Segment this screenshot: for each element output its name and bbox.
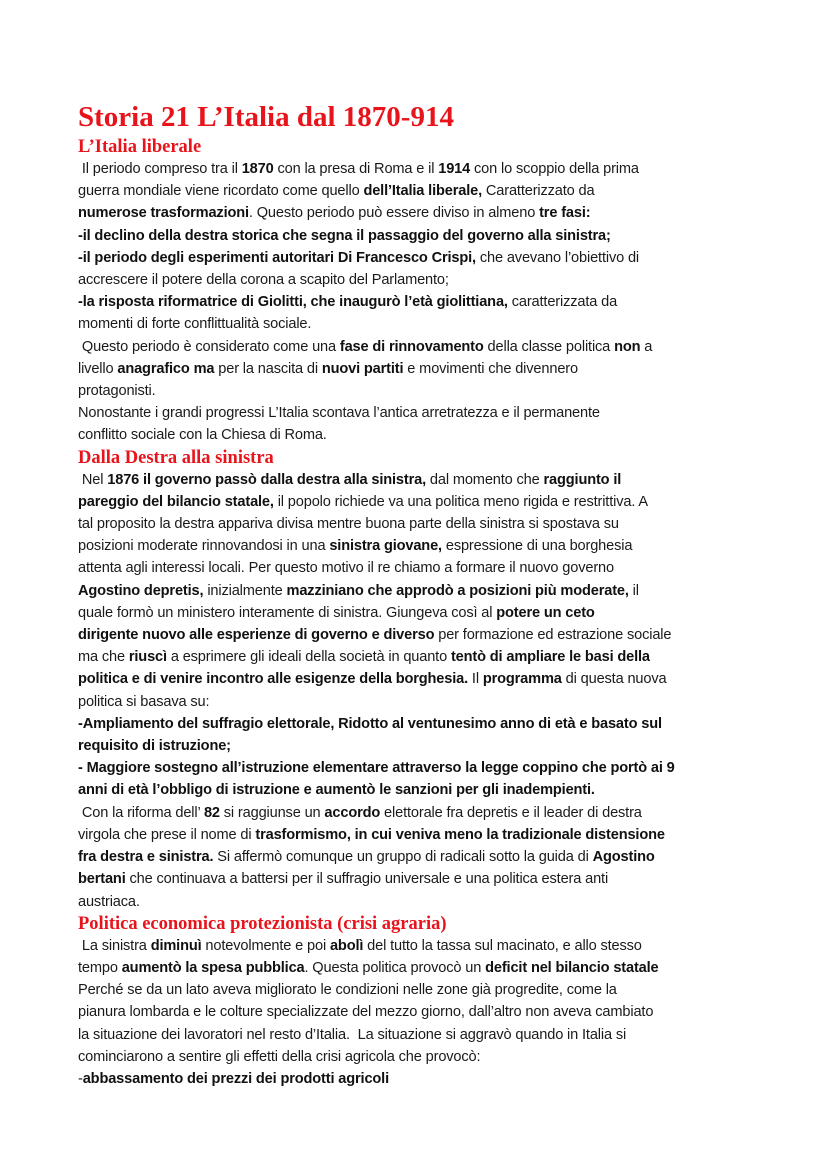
bold-text: 1876 il governo passò dalla destra alla sinistra, — [107, 471, 426, 488]
text-run: con lo scoppio della prima — [470, 161, 639, 177]
section-heading: L’Italia liberale — [78, 137, 202, 157]
text-line — [78, 380, 778, 402]
text-run: Perché se da un lato aveva migliorato le condizioni nelle zone già progredite, come la — [78, 982, 617, 999]
text-run: ma che — [78, 649, 129, 666]
text-line — [78, 358, 778, 380]
bold-text: non — [614, 338, 641, 355]
text-line — [78, 402, 778, 424]
text-run: a — [640, 338, 653, 355]
text-line — [78, 557, 778, 579]
text-line — [78, 646, 778, 668]
text-run: inizialmente — [203, 582, 287, 599]
bold-text: 82 — [203, 804, 220, 821]
bold-text: fra destra e sinistra. — [78, 849, 214, 866]
text-run: per la nascita di — [214, 360, 322, 377]
bold-text: fase di rinnovamento — [339, 338, 484, 355]
text-run: Nonostante i grandi progressi L’Italia scontava l’antica arretratezza e il permanente — [78, 405, 600, 422]
text-line — [78, 424, 778, 446]
bold-text: sinistra giovane, — [329, 538, 442, 555]
bold-text: abolì — [329, 937, 364, 954]
text-line — [78, 979, 778, 1001]
text-run: espressione di una borghesia — [441, 538, 633, 555]
bold-text: requisito di istruzione; — [78, 738, 231, 755]
text-run: Si affermò comunque un gruppo di radicali sotto la guida di — [213, 849, 593, 866]
text-run: Il periodo compreso tra il — [78, 161, 242, 177]
bold-text: politica e di venire incontro alle esigenze della borghesia. — [78, 671, 469, 688]
document-page — [78, 100, 778, 1090]
text-run: che continuava a battersi per il suffragio universale e una politica estera anti — [125, 871, 609, 888]
text-run: che avevano l’obiettivo di — [475, 249, 640, 266]
text-run: attenta agli interessi locali. Per questo motivo il re chiamo a formare il nuovo governo — [78, 560, 614, 577]
text-run: a esprimere gli ideali della società in quanto — [166, 649, 451, 666]
bold-text: -il declino della destra storica che segna il passaggio del governo alla sinistra; — [78, 227, 611, 244]
text-run: accrescere il potere della corona a scapito del Parlamento; — [78, 272, 449, 289]
text-run: della classe politica — [483, 338, 615, 355]
text-run: del tutto la tassa sul macinato, e allo stesso — [363, 937, 642, 954]
bold-text: - Maggiore sostegno all’istruzione elementare attraverso la legge coppino che portò ai 9 — [78, 760, 675, 777]
text-run: . Questo periodo può essere diviso in almeno — [248, 205, 540, 222]
text-line — [78, 602, 778, 624]
text-run: Il — [468, 671, 483, 688]
document-body — [78, 136, 778, 1090]
text-line — [78, 757, 778, 779]
text-run: virgola che prese il nome di — [78, 826, 256, 843]
text-line — [78, 291, 778, 313]
bold-text: Agostino depretis, — [78, 582, 204, 599]
text-run: il — [628, 582, 639, 599]
text-line — [78, 313, 778, 335]
bold-text: -il periodo degli esperimenti autoritari Di Francesco Crispi, — [78, 249, 476, 266]
text-run: Nel — [78, 471, 108, 488]
text-run: cominciarono a sentire gli effetti della crisi agricola che provocò: — [78, 1048, 481, 1065]
text-run: e movimenti che divennero — [403, 360, 578, 377]
text-line — [78, 624, 778, 646]
bold-text: Agostino — [592, 849, 655, 866]
text-run: per formazione ed estrazione sociale — [434, 627, 672, 644]
text-line — [78, 891, 778, 913]
text-line — [78, 802, 778, 824]
text-run: pianura lombarda e le colture specializzate del mezzo giorno, dall’altro non aveva cambiato — [78, 1004, 654, 1021]
text-line — [78, 491, 778, 513]
bold-text: 1914 — [438, 161, 471, 177]
text-run: dal momento che — [426, 471, 544, 488]
bold-text: bertani — [78, 871, 126, 888]
text-run: conflitto sociale con la Chiesa di Roma. — [78, 427, 327, 444]
bold-text: anagrafico ma — [117, 360, 215, 377]
bold-text: nuovi partiti — [321, 360, 404, 377]
bold-text: mazziniano che approdò a posizioni più moderate, — [286, 582, 629, 599]
text-line — [78, 580, 778, 602]
text-run: politica si basava su: — [78, 693, 210, 710]
bold-text: programma — [482, 671, 562, 688]
text-run: caratterizzata da — [507, 294, 618, 311]
text-line — [78, 691, 778, 713]
text-line — [78, 824, 778, 846]
text-run: austriaca. — [78, 893, 140, 910]
bold-text: dirigente nuovo alle esperienze di governo e diverso — [78, 627, 435, 644]
text-run: tempo — [78, 959, 122, 976]
text-run: - — [78, 1070, 83, 1087]
text-line — [78, 846, 778, 868]
text-line — [78, 713, 778, 735]
bold-text: anni di età l’obbligo di istruzione e aumentò le sanzioni per gli inadempienti. — [78, 782, 595, 799]
text-line — [78, 469, 778, 491]
text-run: . Questa politica provocò un — [304, 959, 486, 976]
text-run: Questo periodo è considerato come una — [78, 338, 340, 355]
bold-text: tentò di ampliare le basi della — [450, 649, 650, 666]
text-run: il popolo richiede va una politica meno rigida e restrittiva. A — [273, 493, 648, 510]
document-title: Storia 21 L’Italia dal 1870-914 — [78, 101, 454, 133]
text-line — [78, 1001, 778, 1023]
bold-text: -Ampliamento del suffragio elettorale, Ridotto al ventunesimo anno di età e basato sul — [78, 715, 662, 732]
text-run: tal proposito la destra appariva divisa mentre buona parte della sinistra si spostava su — [78, 516, 619, 533]
bold-text: deficit nel bilancio statale — [485, 959, 659, 976]
bold-text: pareggio del bilancio statale, — [78, 493, 274, 510]
text-line — [78, 1024, 778, 1046]
text-run: livello — [78, 360, 118, 377]
text-run: con la presa di Roma e il — [273, 161, 439, 177]
text-line — [78, 225, 778, 247]
text-line — [78, 180, 778, 202]
section — [78, 136, 778, 447]
text-run: posizioni moderate rinnovandosi in una — [78, 538, 330, 555]
text-line — [78, 202, 778, 224]
text-line — [78, 735, 778, 757]
text-run: la situazione dei lavoratori nel resto d’Italia. La situazione si aggravò quando in Italia si — [78, 1026, 627, 1043]
text-run: Caratterizzato da — [481, 183, 595, 200]
text-line — [78, 535, 778, 557]
text-line — [78, 779, 778, 801]
bold-text: trasformismo, in cui veniva meno la tradizionale distensione — [255, 826, 665, 843]
text-run: Con la riforma dell’ — [78, 804, 204, 821]
text-run: elettorale fra depretis e il leader di destra — [380, 804, 642, 821]
text-run: quale formò un ministero interamente di sinistra. Giungeva così al — [78, 604, 497, 621]
bold-text: tre fasi: — [539, 205, 591, 222]
text-line — [78, 1046, 778, 1068]
bold-text: potere un ceto — [496, 604, 595, 621]
text-line — [78, 935, 778, 957]
bold-text: accordo — [324, 804, 381, 821]
text-line — [78, 668, 778, 690]
bold-text: diminuì — [150, 937, 202, 954]
text-line — [78, 336, 778, 358]
bold-text: aumentò la spesa pubblica — [121, 959, 305, 976]
text-line — [78, 868, 778, 890]
text-line — [78, 1068, 778, 1090]
bold-text: numerose trasformazioni — [78, 205, 249, 222]
section-heading: Dalla Destra alla sinistra — [78, 447, 274, 468]
bold-text: dell’Italia liberale, — [363, 183, 482, 200]
text-run: momenti di forte conflittualità sociale. — [78, 316, 312, 333]
section — [78, 447, 778, 913]
bold-text: -la risposta riformatrice di Giolitti, che inaugurò l’età giolittiana, — [78, 294, 508, 311]
text-run: notevolmente e poi — [201, 937, 330, 954]
text-run: di questa nuova — [561, 671, 667, 688]
text-line — [78, 957, 778, 979]
section-heading: Politica economica protezionista (crisi agraria) — [78, 913, 447, 934]
text-run: si raggiunse un — [219, 804, 325, 821]
text-run: La sinistra — [78, 937, 151, 954]
text-line — [78, 269, 778, 291]
text-line — [78, 247, 778, 269]
text-line — [78, 158, 778, 180]
text-run: guerra mondiale viene ricordato come quello — [78, 183, 364, 200]
bold-text: riuscì — [128, 649, 167, 666]
bold-text: abbassamento dei prezzi dei prodotti agricoli — [82, 1070, 389, 1087]
text-line — [78, 513, 778, 535]
bold-text: raggiunto il — [543, 471, 622, 488]
section — [78, 913, 778, 1090]
bold-text: 1870 — [241, 161, 274, 177]
text-run: protagonisti. — [78, 383, 156, 400]
